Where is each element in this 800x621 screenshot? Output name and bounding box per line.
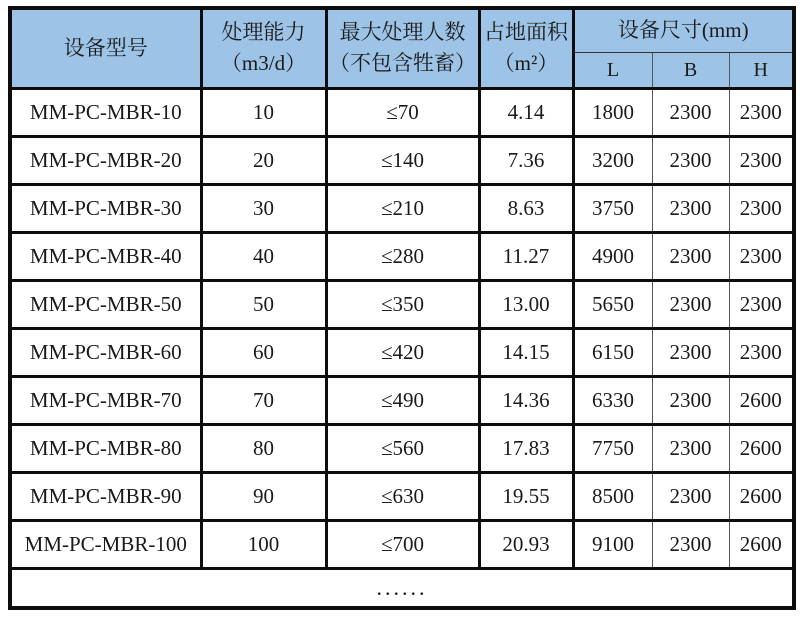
cell-b: 2300: [652, 424, 729, 472]
col-header-area-line1: 占地面积: [484, 19, 568, 44]
cell-h: 2600: [729, 376, 794, 424]
cell-b: 2300: [652, 472, 729, 520]
cell-area: 19.55: [479, 472, 573, 520]
header-row-main: [10, 8, 794, 52]
cell-capacity: 90: [201, 472, 326, 520]
cell-capacity: 100: [201, 520, 326, 568]
cell-model: MM-PC-MBR-50: [10, 280, 201, 328]
cell-b: 2300: [652, 184, 729, 232]
table-row: [10, 376, 794, 424]
cell-l: 7750: [573, 424, 652, 472]
table-row: [10, 472, 794, 520]
cell-model: MM-PC-MBR-30: [10, 184, 201, 232]
cell-people: ≤350: [326, 280, 479, 328]
table-row: [10, 328, 794, 376]
ellipsis-cell: ......: [10, 568, 794, 608]
col-header-people: [326, 8, 479, 88]
cell-area: 14.15: [479, 328, 573, 376]
cell-model: MM-PC-MBR-70: [10, 376, 201, 424]
cell-l: 1800: [573, 88, 652, 136]
cell-area: 7.36: [479, 136, 573, 184]
cell-b: 2300: [652, 88, 729, 136]
cell-b: 2300: [652, 136, 729, 184]
cell-people: ≤630: [326, 472, 479, 520]
cell-model: MM-PC-MBR-40: [10, 232, 201, 280]
cell-area: 20.93: [479, 520, 573, 568]
table-row: [10, 184, 794, 232]
footer-row: [10, 568, 794, 608]
cell-b: 2300: [652, 232, 729, 280]
cell-h: 2300: [729, 232, 794, 280]
cell-people: ≤70: [326, 88, 479, 136]
cell-h: 2600: [729, 424, 794, 472]
cell-area: 4.14: [479, 88, 573, 136]
table-row: [10, 136, 794, 184]
cell-capacity: 40: [201, 232, 326, 280]
col-header-area-line2: （m²）: [493, 51, 559, 76]
col-header-dim-b: B: [652, 52, 729, 88]
cell-people: ≤700: [326, 520, 479, 568]
table-body: [10, 88, 794, 568]
cell-capacity: 20: [201, 136, 326, 184]
cell-model: MM-PC-MBR-90: [10, 472, 201, 520]
cell-people: ≤560: [326, 424, 479, 472]
cell-capacity: 30: [201, 184, 326, 232]
cell-people: ≤140: [326, 136, 479, 184]
cell-h: 2300: [729, 328, 794, 376]
cell-l: 5650: [573, 280, 652, 328]
col-header-dim-h: H: [729, 52, 794, 88]
table-footer: [10, 568, 794, 608]
col-header-dim-l: L: [573, 52, 652, 88]
cell-l: 6330: [573, 376, 652, 424]
cell-model: MM-PC-MBR-100: [10, 520, 201, 568]
cell-h: 2300: [729, 280, 794, 328]
cell-people: ≤210: [326, 184, 479, 232]
cell-l: 9100: [573, 520, 652, 568]
equipment-spec-table: [8, 6, 796, 610]
cell-b: 2300: [652, 376, 729, 424]
table-row: [10, 232, 794, 280]
cell-h: 2300: [729, 136, 794, 184]
col-header-people-line1: 最大处理人数: [339, 19, 466, 44]
cell-capacity: 60: [201, 328, 326, 376]
table-row: [10, 280, 794, 328]
cell-l: 4900: [573, 232, 652, 280]
cell-l: 3200: [573, 136, 652, 184]
cell-l: 8500: [573, 472, 652, 520]
cell-capacity: 50: [201, 280, 326, 328]
cell-model: MM-PC-MBR-10: [10, 88, 201, 136]
cell-capacity: 80: [201, 424, 326, 472]
col-header-people-line2: （不包含牲畜）: [329, 51, 476, 76]
table-row: [10, 424, 794, 472]
cell-area: 14.36: [479, 376, 573, 424]
col-header-capacity: [201, 8, 326, 88]
cell-h: 2300: [729, 184, 794, 232]
col-header-model: [10, 8, 201, 88]
cell-area: 13.00: [479, 280, 573, 328]
table-row: [10, 88, 794, 136]
cell-b: 2300: [652, 520, 729, 568]
cell-people: ≤280: [326, 232, 479, 280]
cell-model: MM-PC-MBR-20: [10, 136, 201, 184]
cell-h: 2600: [729, 520, 794, 568]
col-header-capacity-line2: （m3/d）: [220, 51, 307, 76]
cell-area: 8.63: [479, 184, 573, 232]
cell-capacity: 70: [201, 376, 326, 424]
col-header-capacity-line1: 处理能力: [221, 19, 306, 44]
cell-b: 2300: [652, 280, 729, 328]
cell-people: ≤420: [326, 328, 479, 376]
cell-model: MM-PC-MBR-60: [10, 328, 201, 376]
cell-h: 2300: [729, 88, 794, 136]
table-row: [10, 520, 794, 568]
col-header-model-label: 设备型号: [63, 35, 148, 60]
cell-l: 6150: [573, 328, 652, 376]
cell-area: 11.27: [479, 232, 573, 280]
cell-people: ≤490: [326, 376, 479, 424]
cell-b: 2300: [652, 328, 729, 376]
table-header: [10, 8, 794, 88]
cell-h: 2600: [729, 472, 794, 520]
cell-capacity: 10: [201, 88, 326, 136]
col-header-area: [479, 8, 573, 88]
col-header-dimensions: 设备尺寸(mm): [573, 8, 794, 52]
cell-area: 17.83: [479, 424, 573, 472]
cell-l: 3750: [573, 184, 652, 232]
cell-model: MM-PC-MBR-80: [10, 424, 201, 472]
